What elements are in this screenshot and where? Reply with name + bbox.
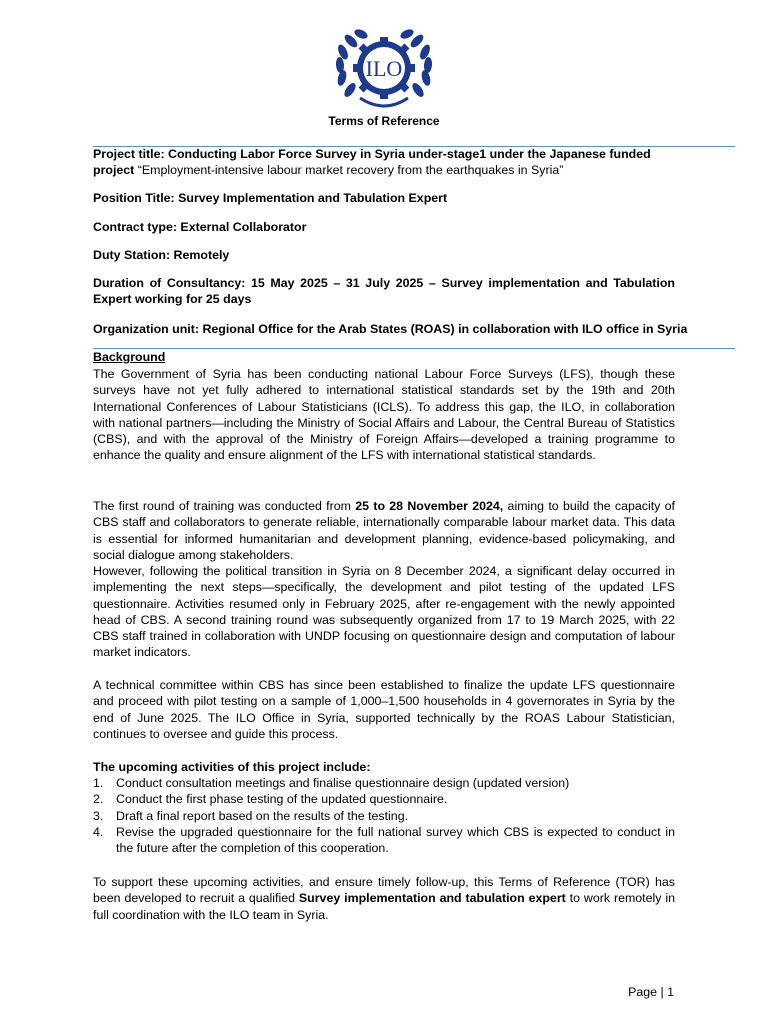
training-dates: 25 to 28 November 2024, [355, 499, 504, 513]
background-paragraph-4: A technical committee within CBS has since been established to finalize the update LFS questionnaire and proceed with pilot testing on a sample of 1,000–1,500 households in 4 governorates in Syria by the end of June 2025. The ILO Office in Syria, supported technically by the ROAS Labour Statistician, continues to oversee and guide this process. [93, 678, 675, 741]
project-title-quote: “Employment-intensive labour market recovery from the earthquakes in Syria” [137, 163, 564, 178]
svg-text:ILO: ILO [365, 56, 403, 81]
background-paragraph-2: The first round of training was conducted from 25 to 28 November 2024, aiming to build the capacity of CBS staff and collaborators to generate reliable, internationally comparable labour market data. This data is essential for informed humanitarian and development planning, evidence-based policymaking, and social dialogue among stakeholders. [93, 499, 675, 562]
closing-paragraph: To support these upcoming activities, and ensure timely follow-up, this Terms of Reference (TOR) has been developed to recruit a qualified Survey implementation and tabulation expert to work remotely in full coordination with the ILO team in Syria. [93, 875, 675, 922]
document-title: Terms of Reference [328, 114, 440, 128]
list-item: 1. Conduct consultation meetings and finalise questionnaire design (updated version) [93, 776, 570, 790]
list-item: 3. Draft a final report based on the results of the testing. [93, 808, 409, 823]
project-title-label: Project title: Conducting Labor Force Survey in Syria under-stage1 under the Japanese funded project [93, 147, 651, 178]
background-paragraph-1: The Government of Syria has been conducting national Labour Force Surveys (LFS), though these surveys have not yet fully adhered to international statistical standards set by the 19th and 20th International Conferences of Labour Statisticians (ICLS). To address this gap, the ILO, in collaboration with national partners—including the Ministry of Social Affairs and Labour, the Central Bureau of Statistics (CBS), and with the approval of the Ministry of Foreign Affairs—developed a training programme to enhance the quality and ensure alignment of the LFS with international statistical standards. [93, 367, 675, 463]
duration: Duration of Consultancy: 15 May 2025 – 31 July 2025 – Survey implementation and Tabulation Expert working for 25 days [93, 276, 675, 307]
duty-station: Duty Station: Remotely [93, 248, 230, 262]
page-number: Page | 1 [628, 985, 674, 999]
list-item: 4. Revise the upgraded questionnaire for the full national survey which CBS is expected to conduct in the future after the completion of this cooperation. [93, 824, 675, 856]
organization-unit: Organization unit: Regional Office for the Arab States (ROAS) in collaboration with ILO office in Syria [93, 322, 688, 336]
activities-heading: The upcoming activities of this project include: [93, 760, 371, 774]
activities-list [93, 775, 675, 856]
project-title [93, 146, 675, 179]
contract-type: Contract type: External Collaborator [93, 220, 307, 234]
background-heading: Background [93, 350, 166, 364]
role-name: Survey implementation and tabulation expert [298, 891, 566, 906]
list-item: 2. Conduct the first phase testing of the updated questionnaire. [93, 792, 448, 807]
background-paragraph-3: However, following the political transition in Syria on 8 December 2024, a significant delay occurred in implementing the next steps—specifically, the development and pilot testing of the updated LFS questionnaire. Activities resumed only in February 2025, after re-engagement with the newly appointed head of CBS. A second training round was subsequently organized from 17 to 19 March 2025, with 22 CBS staff trained in collaboration with UNDP focusing on questionnaire design and computation of labour market indicators. [93, 564, 675, 660]
position-title: Position Title: Survey Implementation and Tabulation Expert [93, 191, 448, 205]
ilo-logo [330, 28, 438, 118]
